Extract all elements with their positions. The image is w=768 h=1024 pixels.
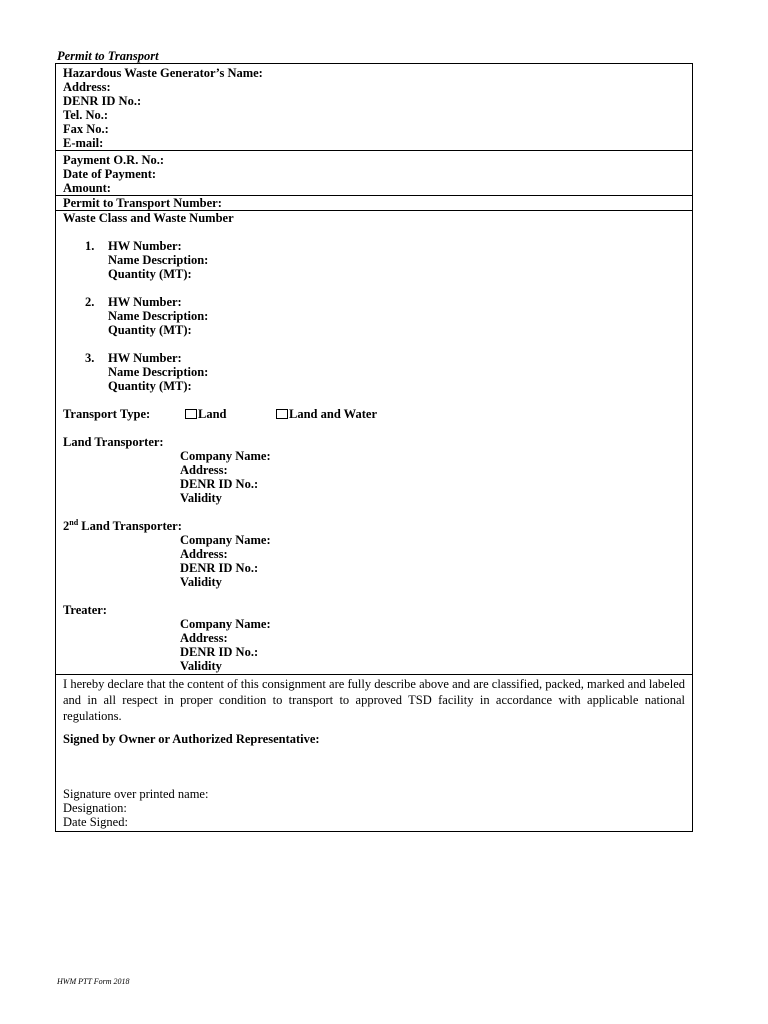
land-option-label: Land [198,407,227,421]
declaration-text: I hereby declare that the content of this consignment are fully describe above and are classified, packed, marked and labeled and in all respect in proper condition to transport to approved TSD facility in accordance with applicable national regulations. [63,677,685,723]
payment-date-field[interactable]: Date of Payment: [63,167,157,181]
denr-id-field[interactable]: DENR ID No.: [180,477,259,491]
hw-number-field[interactable]: HW Number: [108,351,182,365]
company-name-field[interactable]: Company Name: [180,617,271,631]
land-and-water-checkbox[interactable] [276,409,288,419]
payment-amount-field[interactable]: Amount: [63,181,111,195]
company-name-field[interactable]: Company Name: [180,533,271,547]
waste-item-number: 2. [85,295,95,309]
permit-form [55,63,693,832]
generator-denr-id-field[interactable]: DENR ID No.: [63,94,142,108]
quantity-field[interactable]: Quantity (MT): [108,379,192,393]
transport-type-label: Transport Type: [63,407,151,421]
waste-item-number: 1. [85,239,95,253]
validity-field[interactable]: Validity [180,491,222,505]
name-description-field[interactable]: Name Description: [108,253,209,267]
page-title: Permit to Transport [57,49,159,63]
generator-name-field[interactable]: Hazardous Waste Generator’s Name: [63,66,263,80]
denr-id-field[interactable]: DENR ID No.: [180,561,259,575]
land-and-water-option-label: Land and Water [289,407,377,421]
form-code-footer: HWM PTT Form 2018 [57,977,130,986]
waste-section-heading: Waste Class and Waste Number [63,211,234,225]
quantity-field[interactable]: Quantity (MT): [108,323,192,337]
payment-or-field[interactable]: Payment O.R. No.: [63,153,165,167]
designation-field[interactable]: Designation: [63,801,127,815]
validity-field[interactable]: Validity [180,659,222,673]
name-description-field[interactable]: Name Description: [108,309,209,323]
waste-item-number: 3. [85,351,95,365]
generator-fax-field[interactable]: Fax No.: [63,122,109,136]
section-divider [56,150,692,151]
quantity-field[interactable]: Quantity (MT): [108,267,192,281]
address-field[interactable]: Address: [180,463,228,477]
denr-id-field[interactable]: DENR ID No.: [180,645,259,659]
generator-address-field[interactable]: Address: [63,80,111,94]
generator-email-field[interactable]: E-mail: [63,136,104,150]
address-field[interactable]: Address: [180,631,228,645]
transport-option-land-and-water[interactable] [276,407,377,422]
signature-field[interactable]: Signature over printed name: [63,787,209,801]
land-checkbox[interactable] [185,409,197,419]
second-land-transporter-label: 2nd Land Transporter: [63,517,182,533]
generator-tel-field[interactable]: Tel. No.: [63,108,109,122]
name-description-field[interactable]: Name Description: [108,365,209,379]
permit-number-field[interactable]: Permit to Transport Number: [63,196,222,210]
validity-field[interactable]: Validity [180,575,222,589]
treater-label: Treater: [63,603,107,617]
transport-option-land[interactable] [185,407,227,422]
land-transporter-label: Land Transporter: [63,435,164,449]
signed-by-label: Signed by Owner or Authorized Representative: [63,732,320,746]
date-signed-field[interactable]: Date Signed: [63,815,128,829]
hw-number-field[interactable]: HW Number: [108,295,182,309]
company-name-field[interactable]: Company Name: [180,449,271,463]
hw-number-field[interactable]: HW Number: [108,239,182,253]
address-field[interactable]: Address: [180,547,228,561]
section-divider [56,674,692,675]
